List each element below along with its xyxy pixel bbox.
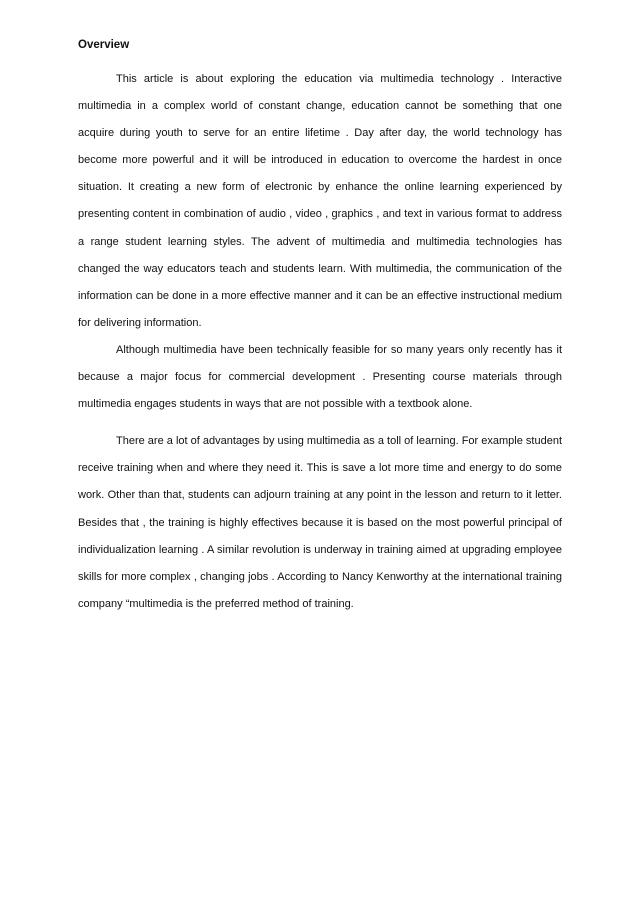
section-heading: Overview [78, 39, 130, 51]
paragraph-feasibility: Although multimedia have been technically feasible for so many years only recently has it because a major focus for commercial development . Presenting course materials through multimedia engages students in ways that are not possible with a textbook alone. [78, 343, 562, 411]
paragraph-advantages: There are a lot of advantages by using multimedia as a toll of learning. For example student receive training when and where they need it. This is save a lot more time and energy to do some work. Other than that, students can adjourn training at any point in the lesson and return to it letter. Besides that , the training is highly effectives because it is based on the most powerful principal of individualization learning . A similar revolution is underway in training aimed at upgrading employee skills for more complex , changing jobs . According to Nancy Kenworthy at the international training company “multimedia is the preferred method of training. [78, 435, 562, 610]
paragraph-intro: This article is about exploring the education via multimedia technology . Interactive multimedia in a complex world of constant change, education cannot be something that one acquire during youth to serve for an entire lifetime . Day after day, the world technology has become more powerful and it will be introduced in education to overcome the hardest in once situation. It creating a new form of electronic by enhance the online learning experienced by presenting content in combination of audio , video , graphics , and text in various format to address a range student learning styles. The advent of multimedia and multimedia technologies has changed the way educators teach and students learn. With multimedia, the communication of the information can be done in a more effective manner and it can be an effective instructional medium for delivering information. [78, 73, 562, 329]
document-page [78, 36, 562, 618]
